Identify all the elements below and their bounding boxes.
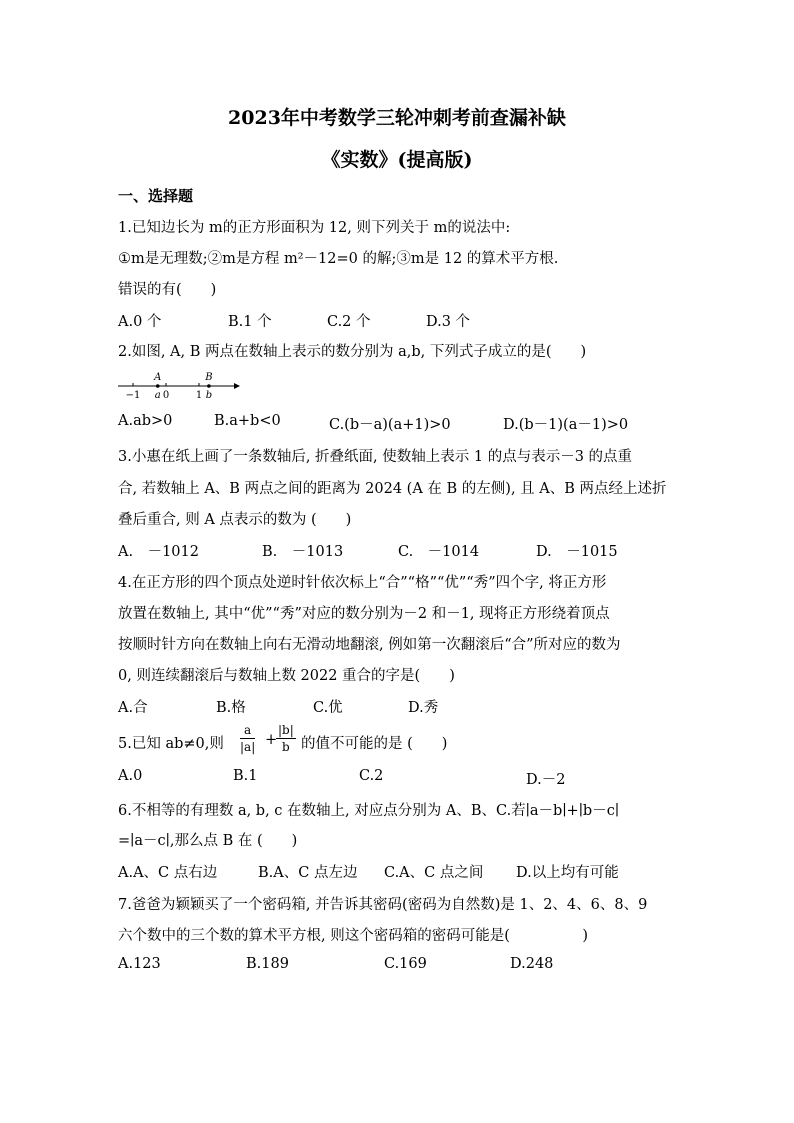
q5-prefix: 5.已知 ab≠0,则 [118,736,224,752]
q6-option-c: C.A、C 点之间 [384,865,484,881]
q4-line1: 4.在正方形的四个顶点处逆时针依次标上“合”“格”“优”“秀”四个字, 将正方形 [118,575,607,591]
number-line-point-var: b [205,390,213,401]
q6-line1: 6.不相等的有理数 a, b, c 在数轴上, 对应点分别为 A、B、C.若∣a－b∣+∣b－c∣ [118,803,620,819]
q5-frac1-denominator: |a| [240,740,256,754]
q7-option-a: A.123 [118,956,161,972]
q4-line2: 放置在数轴上, 其中“优”“秀”对应的数分别为－2 和－1, 现将正方形绕着顶点 [118,606,610,622]
q5-frac2-denominator: b [282,740,290,754]
number-line-tick-label: 1 [195,390,203,401]
number-line-arrow [234,383,240,389]
q2-option-b: B.a+b<0 [214,413,281,429]
number-line-point-b [207,384,211,388]
q1-option-d: D.3 个 [426,314,471,330]
q1-stem: 1.已知边长为 m的正方形面积为 12, 则下列关于 m的说法中: [118,220,511,236]
q7-option-b: B.189 [246,956,289,972]
q2-option-a: A.ab>0 [118,413,173,429]
q1-line3: 错误的有( ) [118,282,217,298]
number-line-point-a [156,384,160,388]
q3-option-d: D. －1015 [536,544,618,560]
number-line-figure [116,366,246,406]
page-title: 2023年中考数学三轮冲刺考前查漏补缺 [228,107,566,129]
q5-option-c: C.2 [359,768,384,784]
q2-option-c: C.(b－a)(a+1)>0 [329,417,451,433]
section-heading: 一、选择题 [118,187,194,205]
q6-option-d: D.以上均有可能 [516,865,619,881]
number-line-point-var: a [154,390,161,401]
q4-option-d: D.秀 [408,700,439,716]
q5-option-b: B.1 [233,768,258,784]
q4-line4: 0, 则连续翻滚后与数轴上数 2022 重合的字是( ) [118,668,455,684]
q4-line3: 按顺时针方向在数轴上向右无滑动地翻滚, 例如第一次翻滚后“合”所对应的数为 [118,637,621,653]
q2-stem: 2.如图, A, B 两点在数轴上表示的数分别为 a,b, 下列式子成立的是( ) [118,344,587,360]
number-line-point-label: B [205,372,213,383]
q7-line2: 六个数中的三个数的算术平方根, 则这个密码箱的密码可能是( ) [118,928,589,944]
q1-option-c: C.2 个 [327,314,371,330]
q5-frac2-numerator: |b| [278,723,294,737]
page-subtitle: 《实数》(提高版) [321,149,473,171]
q7-line1: 7.爸爸为颖颖买了一个密码箱, 并告诉其密码(密码为自然数)是 1、2、4、6、8、9 [118,897,648,913]
number-line-tick-label: −1 [125,390,141,401]
q5-plus: + [265,732,278,748]
q5-fraction-b [276,722,296,755]
q5-frac1-numerator: a [240,722,255,739]
number-line-tick-label: 0 [162,390,170,401]
q6-option-b: B.A、C 点左边 [258,865,358,881]
q2-option-d: D.(b－1)(a－1)>0 [503,417,629,433]
q6-line2: =∣a－c∣,那么点 B 在 ( ) [118,833,298,849]
q3-line1: 3.小惠在纸上画了一条数轴后, 折叠纸面, 使数轴上表示 1 的点与表示－3 的点重 [118,449,633,465]
q1-option-a: A.0 个 [118,314,162,330]
q3-line2: 合, 若数轴上 A、B 两点之间的距离为 2024 (A 在 B 的左侧), 且 A、B 两点经上述折 [118,481,667,497]
q6-option-a: A.A、C 点右边 [118,865,218,881]
q3-line3: 叠后重合, 则 A 点表示的数为 ( ) [118,512,352,528]
q3-option-c: C. －1014 [398,544,480,560]
q5-suffix: 的值不可能的是 ( ) [301,736,448,752]
q4-option-a: A.合 [118,700,148,716]
q3-option-a: A. －1012 [118,544,199,560]
q7-option-c: C.169 [384,956,427,972]
q7-option-d: D.248 [510,956,554,972]
q4-option-c: C.优 [313,700,343,716]
q5-option-d: D.－2 [526,772,566,788]
q1-option-b: B.1 个 [228,314,272,330]
q4-option-b: B.格 [216,700,246,716]
q3-option-b: B. －1013 [262,544,344,560]
q5-fraction-a [240,722,255,755]
q1-line2: ①m是无理数;②m是方程 m²－12=0 的解;③m是 12 的算术平方根. [118,251,559,267]
number-line-point-label: A [154,372,162,383]
q5-option-a: A.0 [118,768,143,784]
